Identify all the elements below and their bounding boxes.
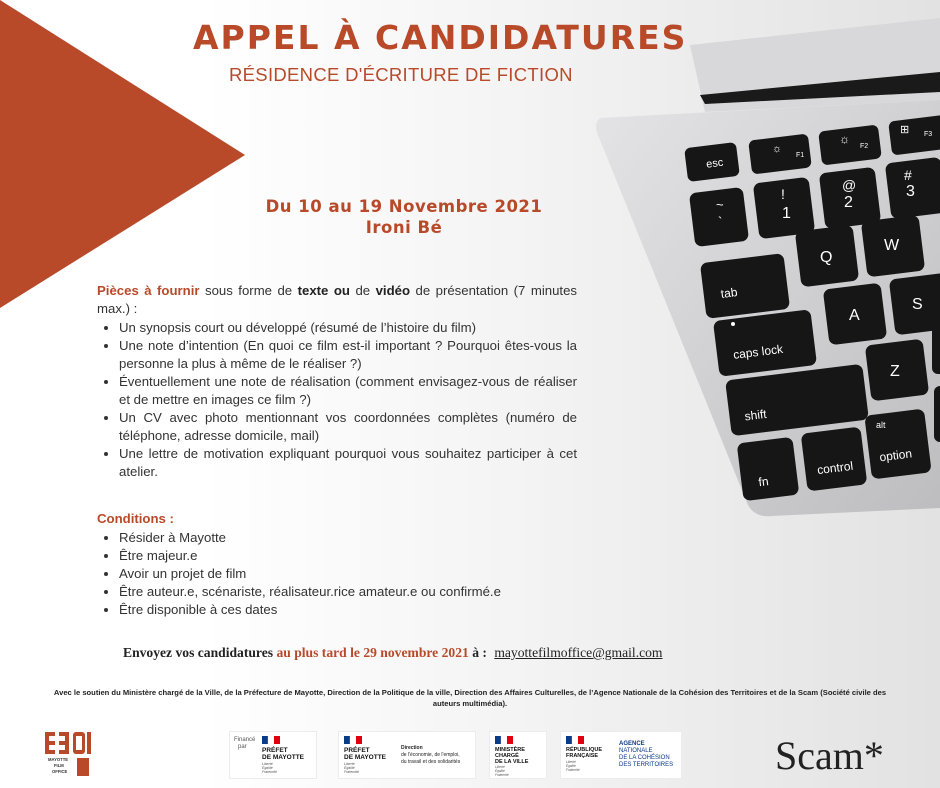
mayotte-film-office-logo (45, 730, 97, 780)
svg-text:Égalité: Égalité (495, 769, 505, 773)
direction-economie-logo (338, 731, 476, 779)
event-info (236, 196, 572, 238)
svg-text:Q: Q (820, 249, 833, 266)
svg-text:esc: esc (705, 156, 725, 171)
key-tab (700, 253, 790, 319)
svg-text:`: ` (718, 214, 723, 229)
svg-text:PRÉFET: PRÉFET (344, 747, 370, 754)
conditions-heading: Conditions : (97, 511, 174, 526)
scam-logo: Scam* (775, 733, 884, 778)
key-caps-lock (713, 309, 817, 377)
svg-text:Financé: Financé (234, 737, 256, 743)
conditions-list (97, 529, 577, 619)
list-item: • Une note d’intention (En quoi ce film est-il important ? Pourquoi êtes-vous la personne la plus à même de le réaliser ?) (119, 337, 577, 373)
svg-text:fn: fn (757, 474, 770, 490)
pieces-list (97, 319, 577, 481)
svg-text:MAYOTTE: MAYOTTE (48, 757, 69, 762)
list-item: • Avoir un projet de film (119, 565, 577, 583)
svg-text:2: 2 (844, 194, 853, 211)
page-title: APPEL À CANDIDATURES (193, 18, 688, 57)
event-place: Ironi Bé (365, 218, 443, 237)
svg-text:F2: F2 (860, 143, 869, 150)
svg-text:Fraternité: Fraternité (344, 770, 359, 774)
brightness-up-icon: ☼ (839, 132, 850, 146)
svg-text:PRÉFET: PRÉFET (262, 747, 288, 754)
svg-text:RÉPUBLIQUE: RÉPUBLIQUE (566, 747, 603, 753)
pieces-section (97, 282, 577, 481)
svg-text:shift: shift (743, 406, 768, 424)
svg-text:Liberté: Liberté (566, 760, 576, 764)
svg-text:Z: Z (890, 363, 900, 380)
ministere-ville-logo (489, 731, 547, 779)
svg-text:NATIONALE: NATIONALE (619, 748, 653, 754)
svg-text:S: S (912, 296, 923, 313)
svg-text:tab: tab (719, 285, 739, 301)
svg-text:CHARGÉ: CHARGÉ (495, 753, 519, 759)
svg-text:DE LA VILLE: DE LA VILLE (495, 759, 529, 765)
svg-text:par: par (238, 744, 247, 750)
svg-text:du travail et des solidarités: du travail et des solidarités (401, 759, 461, 765)
svg-text:F3: F3 (924, 131, 933, 138)
svg-text:de l'économie, de l'emploi,: de l'économie, de l'emploi, (401, 752, 460, 758)
key-option (864, 409, 931, 480)
svg-text:control: control (816, 458, 854, 478)
svg-text:3: 3 (906, 183, 915, 200)
send-instructions: Envoyez vos candidatures au plus tard le 29 novembre 2021 à : mayottefilmoffice@gmail.com (123, 645, 663, 660)
svg-text:F1: F1 (796, 152, 805, 159)
svg-text:caps lock: caps lock (732, 341, 784, 362)
page-subtitle: RÉSIDENCE D'ÉCRITURE DE FICTION (229, 64, 573, 85)
svg-text:A: A (849, 307, 860, 324)
anct-logo (560, 731, 682, 779)
svg-text:DE MAYOTTE: DE MAYOTTE (262, 754, 305, 761)
svg-text:FRANÇAISE: FRANÇAISE (566, 753, 599, 759)
svg-text:Liberté: Liberté (495, 765, 505, 769)
svg-text:Liberté: Liberté (262, 762, 273, 766)
svg-text:Liberté: Liberté (344, 762, 355, 766)
key-fn (737, 437, 800, 501)
svg-text:DES TERRITOIRES: DES TERRITOIRES (619, 762, 674, 768)
svg-text:OFFICE: OFFICE (52, 769, 68, 774)
svg-text:alt: alt (876, 420, 886, 430)
list-item: • Un CV avec photo mentionnant vos coordonnées complètes (numéro de téléphone, adresse domicile, mail) (119, 409, 577, 445)
svg-text:Fraternité: Fraternité (262, 770, 277, 774)
svg-text:Direction: Direction (401, 745, 423, 751)
svg-text:#: # (904, 167, 912, 183)
pieces-heading: Pièces à fournir (97, 283, 200, 298)
svg-text:DE LA COHÉSION: DE LA COHÉSION (619, 755, 670, 761)
svg-text:MINISTÈRE: MINISTÈRE (495, 747, 525, 753)
list-item: • Être disponible à ces dates (119, 601, 577, 619)
list-item: • Un synopsis court ou développé (résumé de l’histoire du film) (119, 319, 577, 337)
brightness-down-icon: ☼ (772, 143, 783, 155)
key-f2 (818, 124, 882, 165)
list-item: • Être auteur.e, scénariste, réalisateur.rice amateur.e ou confirmé.e (119, 583, 577, 601)
key-control (801, 427, 868, 492)
svg-text:option: option (878, 446, 913, 465)
svg-text:Égalité: Égalité (344, 766, 355, 770)
svg-text:W: W (884, 237, 900, 254)
svg-text:DE MAYOTTE: DE MAYOTTE (344, 754, 387, 761)
svg-text:Fraternité: Fraternité (566, 768, 580, 772)
svg-text:!: ! (781, 186, 785, 202)
svg-text:Égalité: Égalité (566, 764, 576, 768)
pieces-intro: Pièces à fournir sous forme de texte ou de vidéo de présentation (7 minutes max.) : (97, 283, 578, 316)
svg-text:FILM: FILM (54, 763, 64, 768)
list-item: • Éventuellement une note de réalisation (comment envisagez-vous de réaliser et de mettre en images ce film ?) (119, 373, 577, 409)
svg-text:AGENCE: AGENCE (619, 741, 645, 747)
event-dates: Du 10 au 19 Novembre 2021 (265, 197, 543, 216)
svg-text:@: @ (842, 177, 857, 193)
list-item: • Résider à Mayotte (119, 529, 577, 547)
svg-text:~: ~ (716, 197, 724, 212)
list-item: • Être majeur.e (119, 547, 577, 565)
svg-text:Égalité: Égalité (262, 766, 273, 770)
svg-text:1: 1 (782, 205, 791, 222)
conditions-section (97, 510, 577, 619)
list-item: • Une lettre de motivation expliquant pourquoi vous souhaitez participer à cet atelier. (119, 445, 577, 481)
prefet-mayotte-logo (229, 731, 317, 779)
mission-control-icon: ⊞ (900, 124, 910, 136)
email-link[interactable]: mayottefilmoffice@gmail.com (494, 645, 663, 660)
support-text: Avec le soutien du Ministère chargé de la Ville, de la Préfecture de Mayotte, Direction de la Politique de la ville, Direction des Affaires Culturelles, de l’Agence Nationale de la Cohésion des Territoires et de la Scam (Société civile des auteurs multimédia). (53, 688, 887, 708)
svg-text:Fraternité: Fraternité (495, 773, 509, 777)
